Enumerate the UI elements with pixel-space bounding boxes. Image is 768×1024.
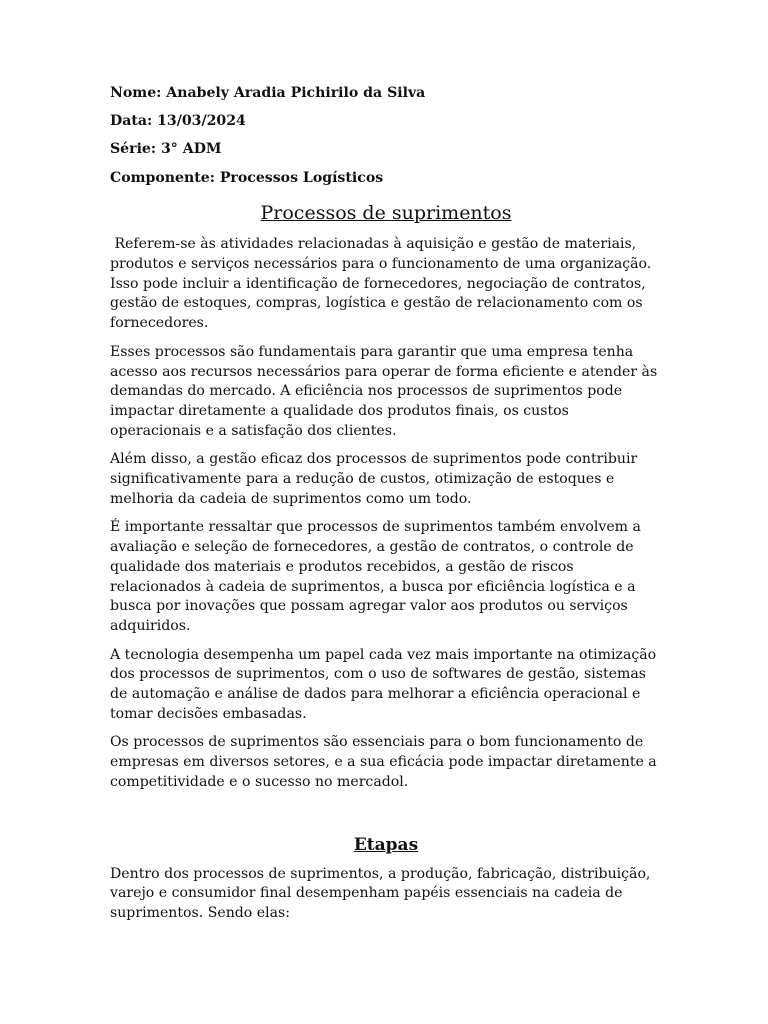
section-intro: Dentro dos processos de suprimentos, a produção, fabricação, distribuição, varejo e consumidor final desempenham papéis essenciais na cadeia de suprimentos. Sendo elas: bbox=[110, 865, 651, 921]
document-page bbox=[110, 84, 662, 933]
paragraph-importance: Esses processos são fundamentais para garantir que uma empresa tenha acesso aos recursos necessários para operar de forma eficiente e atender às demandas do mercado. A eficiência nos processos de suprimentos pode impactar diretamente a qualidade dos produtos finais, os custos operacionais e a satisfação dos clientes. bbox=[110, 343, 658, 439]
student-name: Nome: Anabely Aradia Pichirilo da Silva bbox=[110, 85, 426, 101]
paragraph-technology: A tecnologia desempenha um papel cada vez mais importante na otimização dos processos de suprimentos, com o uso de softwares de gestão, sistemas de automação e análise de dados para melhorar a eficiência operacional e tomar decisões embasadas. bbox=[110, 646, 657, 722]
document-date: Data: 13/03/2024 bbox=[110, 113, 246, 130]
course-component: Componente: Processos Logísticos bbox=[110, 169, 384, 186]
paragraph-supplier-evaluation: É importante ressaltar que processos de suprimentos também envolvem a avaliação e seleção de fornecedores, a gestão de contratos, o controle de qualidade dos materiais e produtos recebidos, a gestão de riscos relacionados à cadeia de suprimentos, a busca por eficiência logística e a busca por inovações que possam agregar valor aos produtos ou serviços adquiridos. bbox=[110, 519, 641, 634]
document-title: Processos de suprimentos bbox=[260, 202, 512, 225]
paragraph-definition: Referem-se às atividades relacionadas à aquisição e gestão de materiais, produtos e serviços necessários para o funcionamento de uma organização. Isso pode incluir a identificação de fornecedores, negociação de contratos, gestão de estoques, compras, logística e gestão de relacionamento com os fornecedores. bbox=[110, 236, 656, 332]
student-grade: Série: 3° ADM bbox=[110, 141, 222, 158]
section-title-etapas: Etapas bbox=[353, 834, 419, 855]
paragraph-conclusion: Os processos de suprimentos são essenciais para o bom funcionamento de empresas em diversos setores, e a sua eficácia pode impactar diretamente a competitividade e o sucesso no mercadol. bbox=[110, 734, 657, 790]
paragraph-cost-reduction: Além disso, a gestão eficaz dos processos de suprimentos pode contribuir significativamente para a redução de custos, otimização de estoques e melhoria da cadeia de suprimentos como um todo. bbox=[110, 451, 638, 507]
